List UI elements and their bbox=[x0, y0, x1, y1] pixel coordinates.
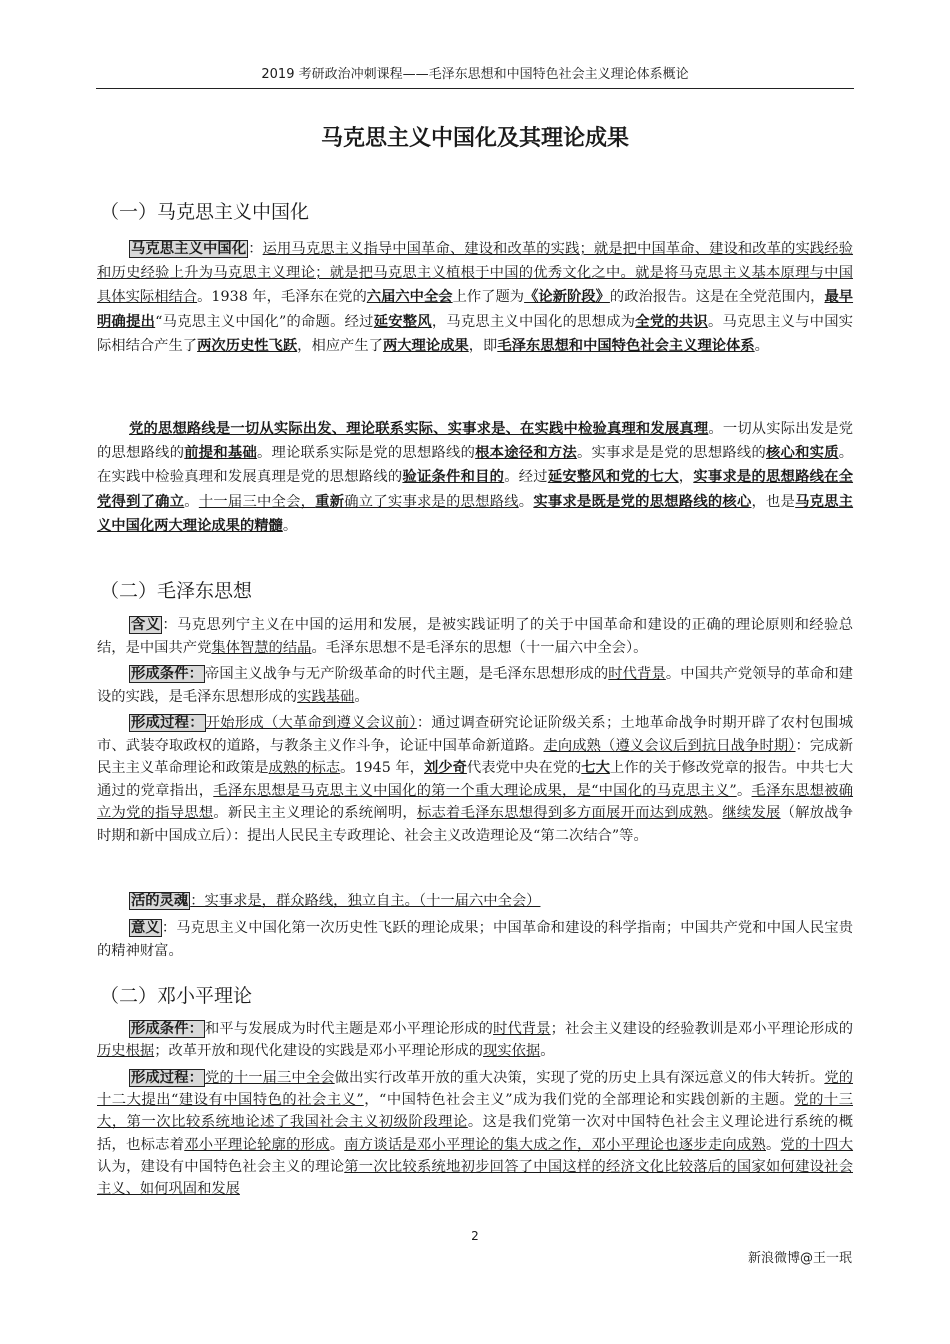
text-span: 。马克思主义与中国实际相结合产生了 bbox=[97, 313, 854, 354]
text-bold-underlined: 实事求是既是党的思想路线的核心 bbox=[533, 493, 752, 510]
text-span: 。 bbox=[282, 517, 298, 534]
text-span: ；社会主义建设的经验教训是邓小平理论形成的 bbox=[550, 1021, 854, 1037]
text-span: ：通过调查研究论证阶级关系；土地革命战争时期开辟了农村包围城市、武装夺取政权的道路，与教条主义作斗争，论证中国革命新道路。 bbox=[97, 715, 854, 754]
text-span: 。毛泽东思想不是毛泽东的思想（十一届六中全会）。 bbox=[311, 639, 648, 656]
text-span: ：马克思主义中国化第一次历史性飞跃的理论成果；中国革命和建设的科学指南；中国共产党和中国人民宝贵的精神财富。 bbox=[97, 920, 854, 959]
text-underlined: 邓小平理论轮廓的形成 bbox=[184, 1136, 330, 1153]
text-span: 。 bbox=[184, 493, 199, 510]
text-span: 。 bbox=[540, 1043, 555, 1060]
text-bold-underlined: 马克思主义中国化两大理论成果的精髓 bbox=[97, 493, 854, 534]
text-span: 。经过 bbox=[504, 469, 548, 486]
text-span: 。 bbox=[766, 1136, 781, 1153]
text-bold-underlined: 延安整风 bbox=[373, 313, 432, 330]
text-span: ；改革开放和现代化建设的实践是邓小平理论形成的 bbox=[154, 1043, 484, 1060]
text-bold-underlined: 前提和基础 bbox=[184, 445, 257, 462]
text-bold-underlined: 验证条件和目的 bbox=[402, 469, 505, 486]
text-bold-underlined: 实事求是的思想路线在全党得到了确立 bbox=[97, 469, 854, 510]
text-bold-underlined: 重新 bbox=[315, 493, 345, 510]
term-box: 形成条件： bbox=[131, 1021, 204, 1037]
paragraph-mao-conditions bbox=[97, 663, 853, 708]
text-span: ，即 bbox=[468, 337, 498, 354]
text-bold-underlined: 党的思想路线是一切从实际出发、理论联系实际、实事求是、在实践中检验真理和发展真理 bbox=[129, 421, 709, 437]
text-span: 上作了题为 bbox=[452, 289, 525, 306]
text-span: 帝国主义战争与无产阶级革命的时代主题，是毛泽东思想形成的 bbox=[205, 666, 609, 682]
weibo-credit: 新浪微博@王一珉 bbox=[747, 1251, 852, 1266]
text-span: 。1945 年， bbox=[340, 760, 424, 777]
text-bold-underlined: 两次历史性飞跃 bbox=[197, 337, 298, 354]
text-bold-underlined: 《论新阶段》 bbox=[524, 289, 610, 306]
text-underlined: 走向成熟（遵义会议后到抗日战争时期） bbox=[543, 737, 796, 754]
text-span: 。这是我们党第一次对中国特色社会主义理论进行系统的概括，也标志着 bbox=[97, 1114, 854, 1153]
section-heading-2: （二）毛泽东思想 bbox=[100, 580, 253, 602]
running-header: 2019 考研政治冲刺课程——毛泽东思想和中国特色社会主义理论体系概论 bbox=[96, 66, 854, 89]
term-box: 活的灵魂 bbox=[131, 893, 189, 909]
text-span: 。中国共产党领导的革命和建设的实践，是毛泽东思想形成的 bbox=[97, 666, 854, 705]
text-underlined: 历史根据 bbox=[97, 1043, 155, 1060]
text-underlined: 现实依据 bbox=[483, 1043, 541, 1060]
paragraph-sinicization bbox=[97, 237, 853, 358]
text-underlined: ：实事求是，群众路线，独立自主。（十一届六中全会） bbox=[190, 893, 541, 909]
term-box: 意义 bbox=[131, 920, 160, 936]
text-underlined: 党的十三大，第一次比较系统地论述了我国社会主义初级阶段理论 bbox=[97, 1092, 853, 1131]
text-span: 的政治报告。这是在全党范围内， bbox=[609, 289, 825, 306]
text-bold-underlined: 毛泽东思想和中国特色社会主义理论体系 bbox=[497, 337, 755, 354]
text-span: 。 bbox=[354, 688, 369, 705]
text-span: 。理论联系实际是党的思想路线的 bbox=[256, 445, 476, 462]
text-span: 代表党中央在党的 bbox=[466, 760, 582, 777]
text-span: 认为，建设有中国特色社会主义的理论 bbox=[97, 1158, 345, 1175]
page-title: 马克思主义中国化及其理论成果 bbox=[320, 126, 629, 151]
text-span: “马克思主义中国化”的命题。经过 bbox=[155, 313, 374, 330]
text-span: 马克思列宁主义在中国的运用和发展，是被实践证明了的关于中国革命和建设的正确的理论原则和经验总结，是中国共产党 bbox=[97, 617, 853, 656]
text-span: 和平与发展成为时代主题是邓小平理论形成的 bbox=[205, 1021, 494, 1037]
section-heading-1: （一）马克思主义中国化 bbox=[100, 201, 310, 223]
text-bold-underlined: 两大理论成果 bbox=[382, 337, 469, 354]
text-underlined: 第一次比较系统地初步回答了中国这样的经济文化比较落后的国家如何建设社会主义、如何巩固和发展 bbox=[97, 1158, 853, 1198]
text-underlined: 党的十一届三中全会 bbox=[205, 1070, 335, 1086]
text-span: 。新民主主义理论的系统阐明， bbox=[213, 805, 417, 822]
text-underlined: 时代背景 bbox=[493, 1021, 551, 1037]
text-underlined: 确立了实事求是的思想路线 bbox=[344, 493, 519, 510]
text-underlined: 党的十二大提出“建设有中国特色的社会主义” bbox=[97, 1070, 854, 1109]
text-span: 。 bbox=[736, 782, 752, 799]
page-number: 2 bbox=[471, 1229, 479, 1243]
text-span: 上作的关于修改党章的报告。中共七大通过的党章指出， bbox=[97, 760, 854, 799]
text-bold-underlined: 全党的共识 bbox=[635, 313, 708, 330]
text-span: 。实事求是是党的思想路线的 bbox=[576, 445, 767, 462]
text-bold-underlined: 最早明确提出 bbox=[97, 289, 854, 330]
text-span: 。 bbox=[518, 493, 534, 510]
term-box: 形成过程： bbox=[131, 1070, 204, 1086]
text-span: ，也是 bbox=[751, 493, 796, 510]
section-heading-3: （二）邓小平理论 bbox=[100, 985, 253, 1007]
term-box: 含义 bbox=[131, 617, 161, 633]
text-bold-underlined: 六届六中全会 bbox=[366, 289, 453, 306]
text-span: 做出实行改革开放的重大决策，实现了党的历史上具有深远意义的伟大转折。 bbox=[334, 1070, 825, 1086]
text-span: 。在实践中检验真理和发展真理是党的思想路线的 bbox=[97, 445, 854, 486]
text-span: 。 bbox=[329, 1136, 345, 1153]
text-underlined: 成熟的标志 bbox=[268, 760, 341, 777]
text-span: 。1938 年，毛泽东在党的 bbox=[197, 289, 367, 306]
paragraph-ideological-line bbox=[97, 417, 853, 538]
text-underlined: 十一届三中全会， bbox=[198, 493, 316, 510]
text-underlined: 标志着毛泽东思想得到多方面展开而达到成熟 bbox=[416, 805, 708, 822]
text-span: ，相应产生了 bbox=[297, 337, 383, 354]
text-underlined: 南方谈话是邓小平理论的集大成之作，邓小平理论也逐步走向成熟 bbox=[344, 1136, 766, 1153]
text-span: 。 bbox=[754, 337, 769, 354]
text-span: ，“中国特色社会主义”成为我们党的全部理论和实践创新的主题。 bbox=[363, 1092, 795, 1109]
text-underlined: 开始形成（大革命到遵义会议前） bbox=[205, 715, 417, 731]
paragraph-mao-process bbox=[97, 712, 853, 848]
text-span: ： bbox=[248, 241, 263, 257]
text-underlined: 毛泽东思想是马克思主义中国化的第一个重大理论成果，是“中国化的马克思主义” bbox=[213, 782, 737, 799]
text-bold-underlined: 七大 bbox=[581, 760, 610, 777]
text-bold-underlined: 刘少奇 bbox=[423, 760, 467, 777]
text-bold-underlined: 根本途径和方法 bbox=[475, 445, 577, 462]
text-span: ：完成新民主主义革命理论和政策是 bbox=[97, 737, 854, 777]
paragraph-deng-conditions bbox=[97, 1018, 853, 1062]
text-span: ： bbox=[162, 617, 178, 633]
text-underlined: 时代背景 bbox=[608, 666, 666, 682]
text-span: ， bbox=[678, 469, 694, 486]
text-underlined: 继续发展 bbox=[722, 805, 781, 822]
text-underlined: 实践基础 bbox=[297, 688, 355, 705]
text-underlined: 毛泽东思想被确立为党的指导思想 bbox=[97, 782, 854, 822]
paragraph-mao-meaning bbox=[97, 614, 853, 659]
text-span: 。 bbox=[707, 805, 723, 822]
paragraph-mao-soul bbox=[97, 890, 853, 913]
text-span: ，马克思主义中国化的思想成为 bbox=[431, 313, 636, 330]
text-bold-underlined: 核心和实质 bbox=[766, 445, 839, 462]
text-underlined: 运用马克思主义指导中国革命、建设和改革的实践；就是把中国革命、建设和改革的实践经验和历史经验上升为马克思主义理论；就是把马克思主义植根于中国的优秀文化之中。就是将马克思主义基本原理与中国具体实际相结合 bbox=[97, 241, 854, 306]
text-underlined: 集体智慧的结晶 bbox=[211, 639, 312, 656]
text-span: （解放战争时期和新中国成立后）：提出人民民主专政理论、社会主义改造理论及“第二次结合”等。 bbox=[97, 805, 854, 844]
term-box: 形成条件： bbox=[131, 666, 204, 682]
paragraph-mao-significance bbox=[97, 917, 853, 962]
text-underlined: 党的十四大 bbox=[780, 1136, 854, 1153]
term-box: 马克思主义中国化 bbox=[131, 241, 247, 257]
term-box: 形成过程： bbox=[131, 715, 204, 731]
text-bold-underlined: 延安整风和党的七大 bbox=[547, 469, 679, 486]
paragraph-deng-process bbox=[97, 1067, 853, 1200]
text-span: 。一切从实际出发是党的思想路线的 bbox=[97, 421, 854, 462]
